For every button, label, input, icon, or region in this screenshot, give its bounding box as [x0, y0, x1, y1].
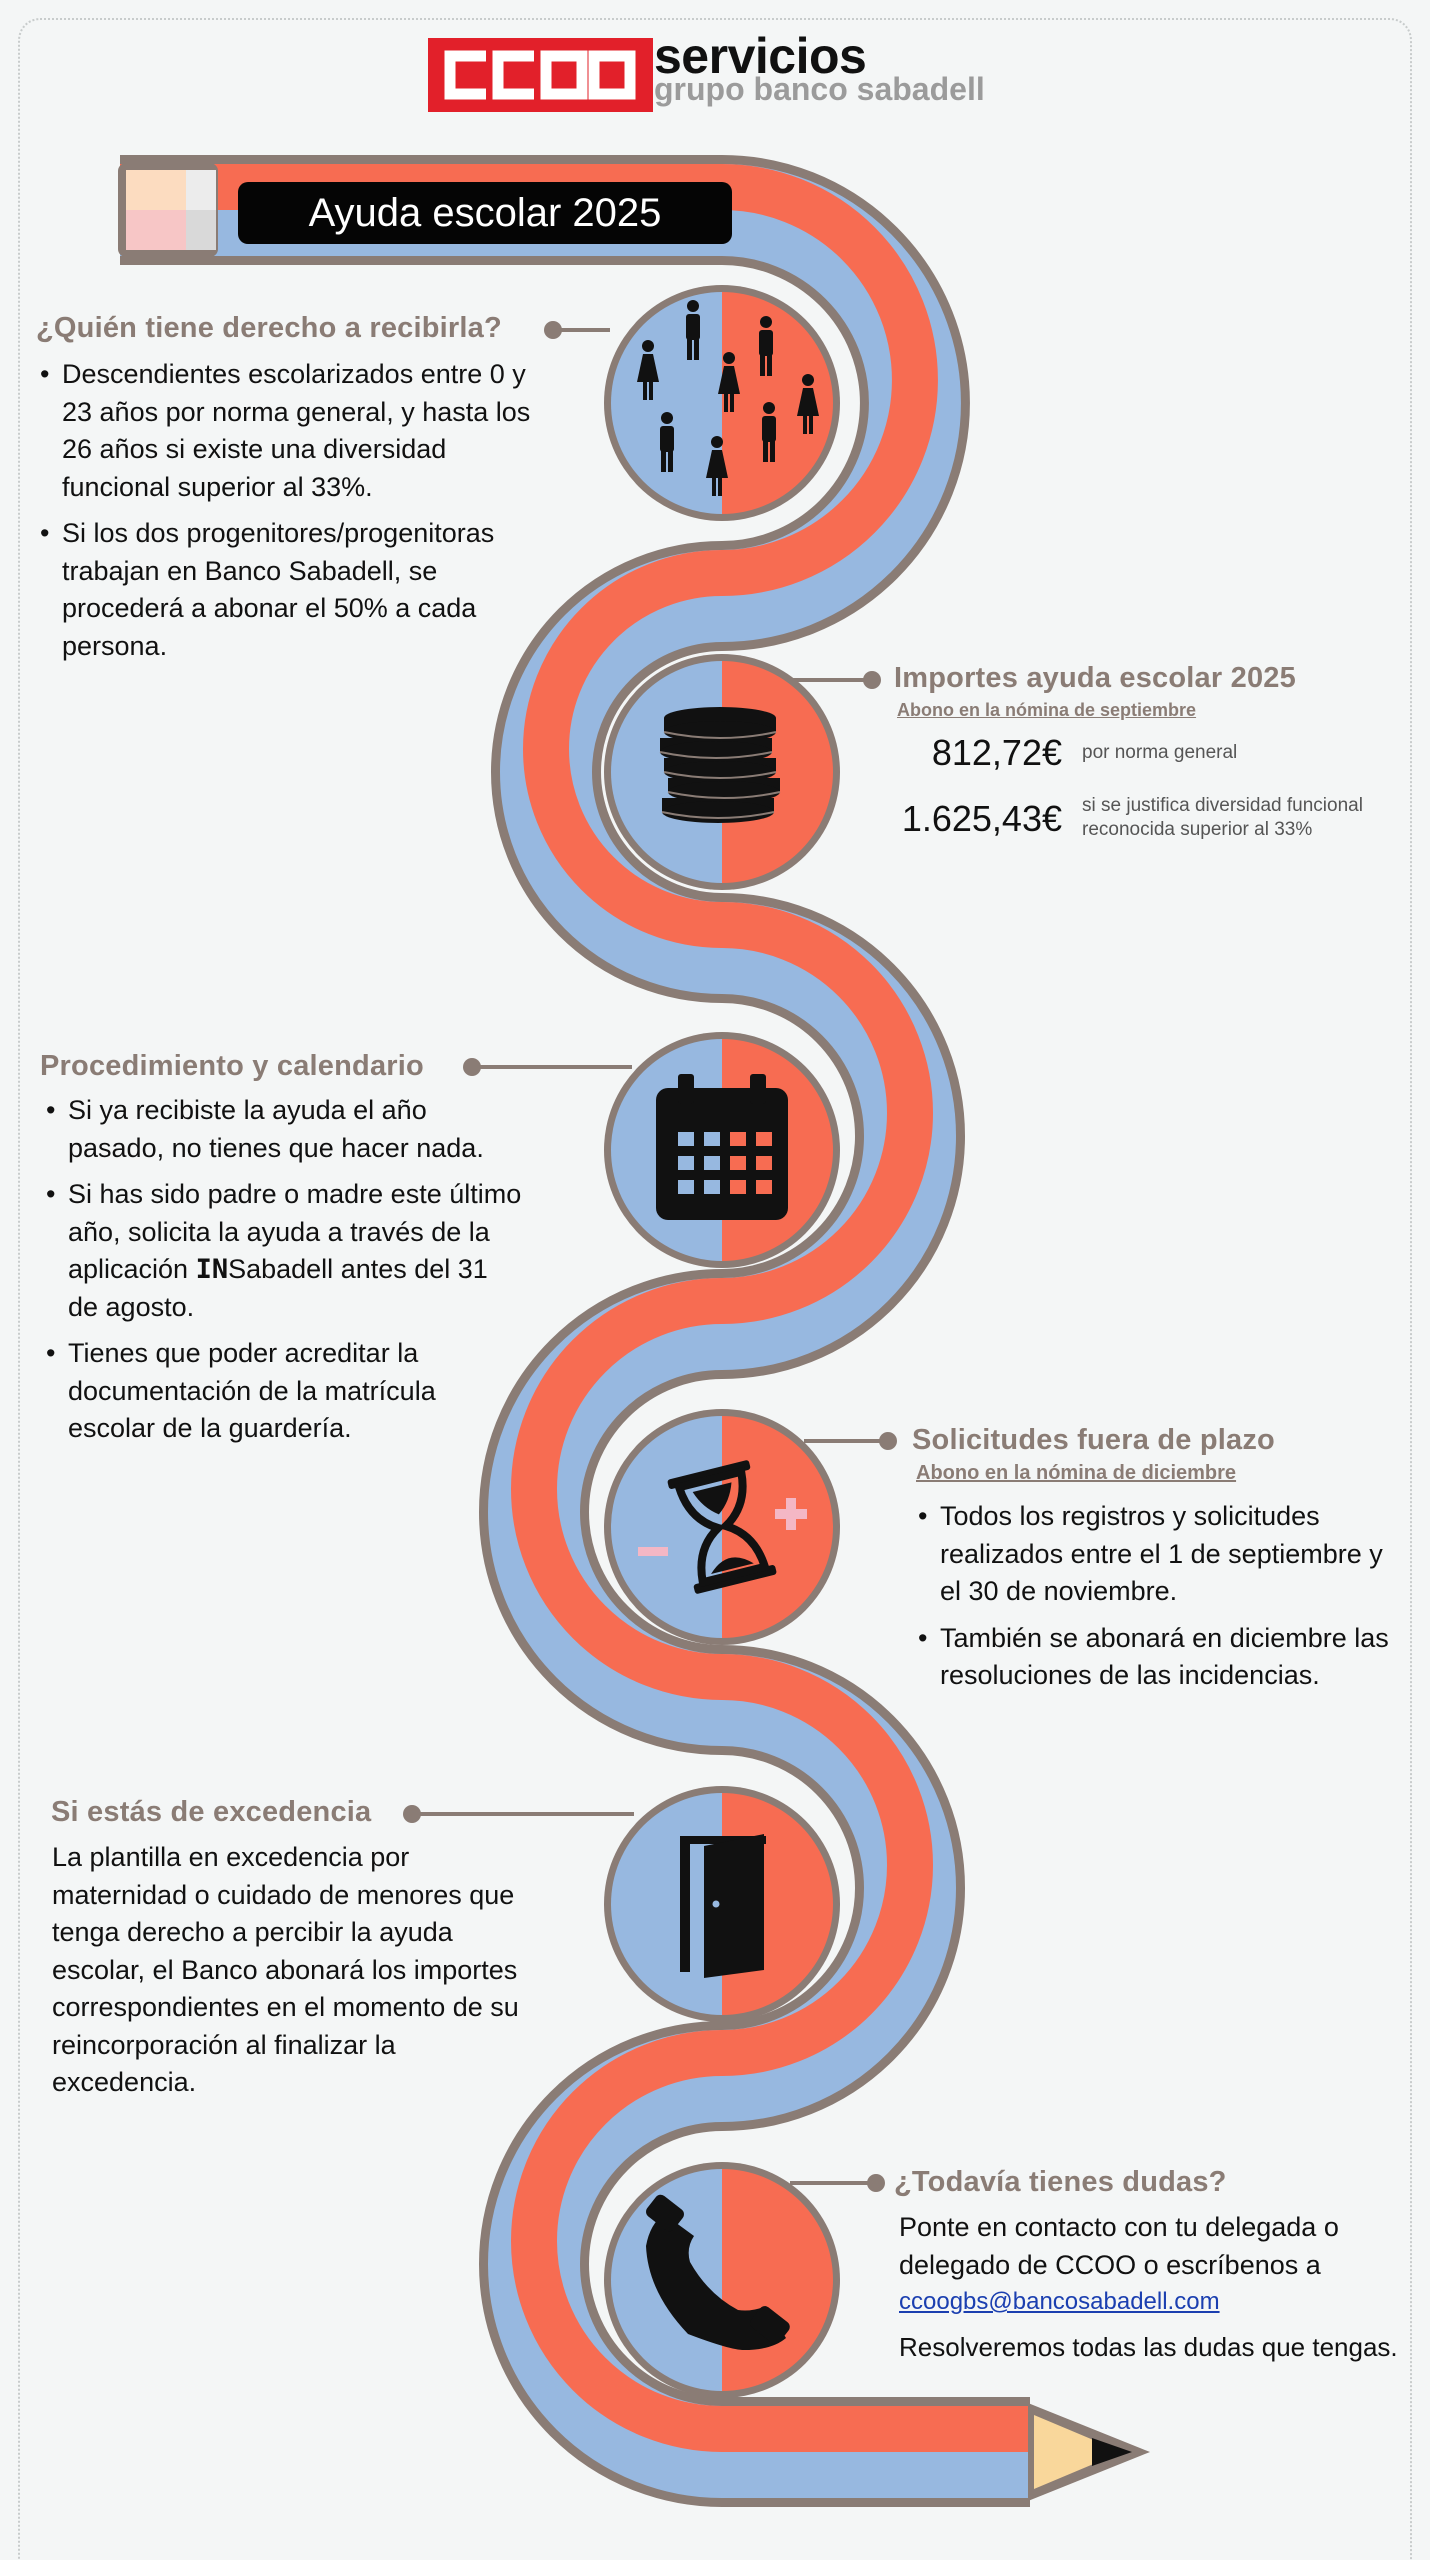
- logo-subtitle: grupo banco sabadell: [654, 71, 985, 107]
- list-item: • Tienes que poder acreditar la documentación de la matrícula escolar de la guardería.: [44, 1335, 524, 1448]
- late-heading: Solicitudes fuera de plazo: [912, 1424, 1275, 1456]
- list-item: • También se abonará en diciembre las resoluciones de las incidencias.: [916, 1620, 1396, 1695]
- insabadell-brand: IN: [195, 1254, 229, 1285]
- leave-text: La plantilla en excedencia por maternidad o cuidado de menores que tenga derecho a percibir la ayuda escolar, el Banco abonará los importes correspondientes en el momento de su reincorporación al finalizar la excedencia.: [52, 1842, 519, 2097]
- list-item: • Descendientes escolarizados entre 0 y 23 años por norma general, y hasta los 26 años si existe una diversidad funcional superior al 33%.: [38, 356, 558, 506]
- logo-servicios: servicios: [654, 28, 867, 84]
- amount-general: 812,72€: [931, 732, 1062, 773]
- leave-heading: Si estás de excedencia: [51, 1796, 372, 1828]
- amount-disability-note: si se justifica diversidad funcional reconocida superior al 33%: [1082, 795, 1363, 840]
- people-group-icon: [600, 280, 844, 530]
- list-item: • Si ya recibiste la ayuda el año pasado, no tienes que hacer nada.: [44, 1092, 524, 1167]
- contact-closing: Resolveremos todas las dudas que tengas.: [899, 2332, 1398, 2362]
- contact-text: Ponte en contacto con tu delegada o delegado de CCOO o escríbenos a: [899, 2212, 1339, 2280]
- amounts-subheading: Abono en la nómina de septiembre: [897, 700, 1197, 720]
- list-item: • Si los dos progenitores/progenitoras trabajan en Banco Sabadell, se procederá a abonar el 50% a cada persona.: [38, 515, 558, 665]
- amount-general-note: por norma general: [1082, 742, 1238, 763]
- amount-disability: 1.625,43€: [901, 798, 1062, 839]
- contact-heading: ¿Todavía tienes dudas?: [894, 2166, 1227, 2198]
- who-list: [38, 356, 558, 674]
- procedure-heading: Procedimiento y calendario: [40, 1050, 424, 1082]
- procedure-list: [44, 1092, 524, 1457]
- who-heading: ¿Quién tiene derecho a recibirla?: [36, 312, 502, 344]
- page-title: Ayuda escolar 2025: [308, 191, 662, 235]
- amounts-heading: Importes ayuda escolar 2025: [894, 662, 1296, 694]
- list-item: • Todos los registros y solicitudes realizados entre el 1 de septiembre y el 30 de noviembre.: [916, 1498, 1396, 1611]
- contact-email-link[interactable]: ccoogbs@bancosabadell.com: [899, 2288, 1220, 2315]
- list-item: • Si has sido padre o madre este último año, solicita la ayuda a través de la aplicación INSabadell antes del 31 de agosto.: [44, 1176, 524, 1326]
- late-subheading: Abono en la nómina de diciembre: [916, 1462, 1237, 1484]
- late-list: [916, 1498, 1396, 1704]
